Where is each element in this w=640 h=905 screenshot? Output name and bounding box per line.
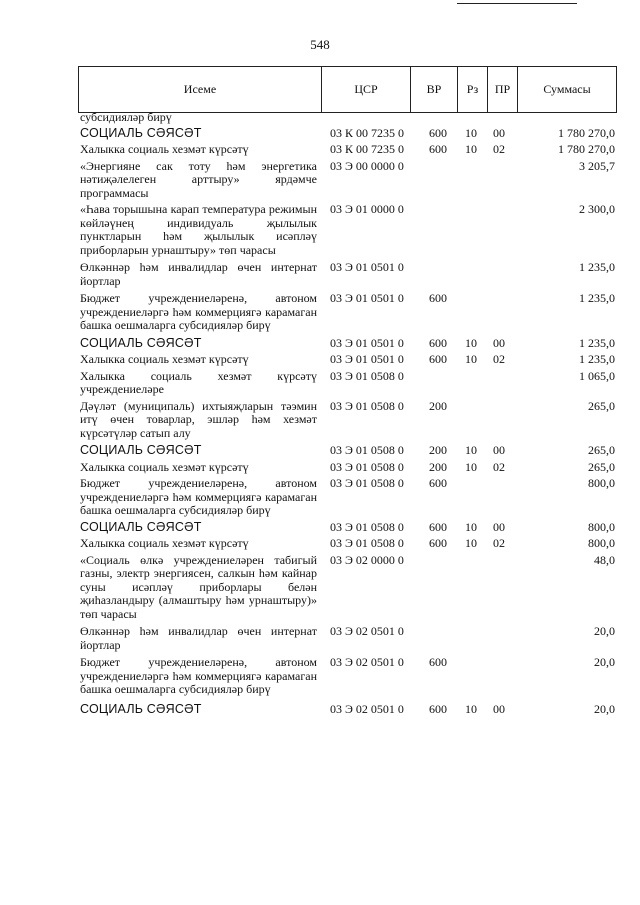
row-pr: 00 [493,443,505,457]
row-pr: 00 [493,701,505,716]
row-pr: 02 [493,459,505,474]
row-name: СОЦИАЛЬ СӘЯСӘТ [80,335,202,350]
row-sum: 1 780 270,0 [558,125,615,140]
row-csr: 03 Э 01 0508 0 [330,519,404,534]
row-name: Бюджет учреждениеләренә, автоном учреждениеләргә һәм коммерциягә карамаган башка оешмаларга субсидияләр бирү [80,291,317,332]
row-sum: 800,0 [588,519,615,534]
row-vr: 600 [429,125,447,140]
row-sum: 1 235,0 [579,352,615,366]
row-csr: 03 Э 01 0508 0 [330,398,404,413]
row-pr: 02 [493,352,505,366]
row-csr: 03 Э 01 0508 0 [330,443,404,457]
table-row [80,261,615,288]
row-csr: 03 Э 02 0501 0 [330,624,404,638]
row-name: Өлкәннәр һәм инвалидлар өчен интернат йортлар [80,624,317,652]
row-sum: 265,0 [588,398,615,413]
row-sum: 48,0 [594,552,615,567]
row-pr: 00 [493,335,505,350]
header-name: Исеме [183,82,217,96]
row-vr: 600 [429,142,447,156]
row-name: СОЦИАЛЬ СӘЯСӘТ [80,701,202,716]
row-vr: 200 [429,459,447,474]
row-csr: 03 Э 00 0000 0 [330,158,404,173]
row-name: Халыкка социаль хезмәт күрсәтү [80,352,249,366]
row-vr: 600 [429,335,447,350]
row-vr: 600 [429,701,447,716]
table-row [80,353,615,367]
row-pr: 00 [493,125,505,140]
row-name: субсидияләр бирү [80,110,172,124]
row-name: Бюджет учреждениеләренә, автоном учреждениеләргә һәм коммерциягә карамаган башка оешмаларга субсидияләр бирү [80,655,317,696]
row-rz: 10 [465,125,477,140]
table-row [80,537,615,551]
row-sum: 20,0 [594,701,615,716]
row-sum: 1 235,0 [579,260,615,274]
row-rz: 10 [465,352,477,366]
row-csr: 03 Э 01 0501 0 [330,291,404,305]
row-rz: 10 [465,701,477,716]
row-name: Халыкка социаль хезмәт күрсәтү [80,142,249,156]
table-row [80,143,615,157]
table-row [80,554,615,622]
row-sum: 20,0 [594,655,615,669]
header-sum: Суммасы [517,67,616,112]
row-csr: 03 Э 02 0501 0 [330,655,404,669]
row-name: СОЦИАЛЬ СӘЯСӘТ [80,443,202,457]
row-vr: 600 [429,476,447,490]
top-rule-line [457,3,577,4]
row-csr: 03 Э 02 0501 0 [330,701,404,716]
row-vr: 200 [429,398,447,413]
row-name: СОЦИАЛЬ СӘЯСӘТ [80,125,202,140]
row-sum: 3 205,7 [579,158,615,173]
row-csr: 03 Э 01 0501 0 [330,352,404,366]
row-vr: 600 [429,519,447,534]
row-name: Дәүләт (муниципаль) ихтыяҗларын тәэмин итү өчен товарлар, эшләр һәм хезмәт күрсәтүләр сатып алу [80,398,317,440]
row-sum: 800,0 [588,476,615,490]
header-pr: ПР [487,67,517,112]
row-csr: 03 Э 01 0501 0 [330,335,404,350]
row-sum: 1 235,0 [579,291,615,305]
row-name: «Энергияне сак тоту һәм энергетика нәтиҗәлелеген арттыру» ярдәмче программасы [80,158,317,200]
row-vr: 600 [429,352,447,366]
row-csr: 03 Э 01 0000 0 [330,202,404,216]
row-vr: 600 [429,291,447,305]
row-pr: 00 [493,519,505,534]
row-csr: 03 К 00 7235 0 [330,142,405,156]
row-rz: 10 [465,519,477,534]
row-csr: 03 Э 01 0501 0 [330,260,404,274]
row-csr: 03 Э 01 0508 0 [330,476,404,490]
row-name: «Социаль өлкә учреждениеләрен табигый газны, электр энергиясен, салкын һәм кайнар суны исәпләү приборлары белән җиһазландыру (алмаштыру һәм урнаштыру)» төп чарасы [80,552,317,621]
table-row [80,292,615,333]
table-row [80,111,615,125]
table-row [80,521,615,535]
table-row [80,203,615,257]
table-row [80,477,615,518]
header-csr: ЦСР [321,67,410,112]
row-pr: 02 [493,142,505,156]
table-row [80,703,615,717]
row-sum: 2 300,0 [579,202,615,216]
table-row [80,370,615,397]
row-csr: 03 Э 01 0508 0 [330,536,404,550]
row-vr: 600 [429,536,447,550]
row-sum: 800,0 [588,536,615,550]
table-row [80,656,615,697]
row-csr: 03 Э 01 0508 0 [330,368,404,383]
row-name: Халыкка социаль хезмәт күрсәтү [80,536,249,550]
row-name: Халыкка социаль хезмәт күрсәтү учреждениеләре [80,368,317,396]
row-sum: 265,0 [588,443,615,457]
row-rz: 10 [465,459,477,474]
row-csr: 03 К 00 7235 0 [330,125,405,140]
table-row [80,400,615,441]
header-rz: Рз [457,67,487,112]
row-csr: 03 Э 01 0508 0 [330,459,404,474]
table-row [80,461,615,475]
page-number: 548 [310,37,330,52]
table-row [80,337,615,351]
row-rz: 10 [465,335,477,350]
row-name: «Һава торышына карап температура режимын көйләүнең индивидуаль җылылык пунктларын һәм җылылык исәпләү приборларын урнаштыру» төп чарасы [80,202,317,257]
row-rz: 10 [465,142,477,156]
row-sum: 1 780 270,0 [558,142,615,156]
header-vr: ВР [410,67,457,112]
row-sum: 265,0 [588,459,615,474]
row-name: СОЦИАЛЬ СӘЯСӘТ [80,519,202,534]
row-sum: 1 235,0 [579,335,615,350]
table-row [80,625,615,652]
row-rz: 10 [465,536,477,550]
row-sum: 1 065,0 [579,368,615,383]
table-row [80,127,615,141]
row-name: Бюджет учреждениеләренә, автоном учреждениеләргә һәм коммерциягә карамаган башка оешмаларга субсидияләр бирү [80,476,317,517]
row-csr: 03 Э 02 0000 0 [330,552,404,567]
row-vr: 200 [429,443,447,457]
table-body [80,111,615,722]
row-name: Халыкка социаль хезмәт күрсәтү [80,459,249,474]
table-header [78,66,617,113]
table-row [80,444,615,458]
row-rz: 10 [465,443,477,457]
row-pr: 02 [493,536,505,550]
row-name: Өлкәннәр һәм инвалидлар өчен интернат йортлар [80,260,317,288]
table-row [80,160,615,201]
row-vr: 600 [429,655,447,669]
row-sum: 20,0 [594,624,615,638]
